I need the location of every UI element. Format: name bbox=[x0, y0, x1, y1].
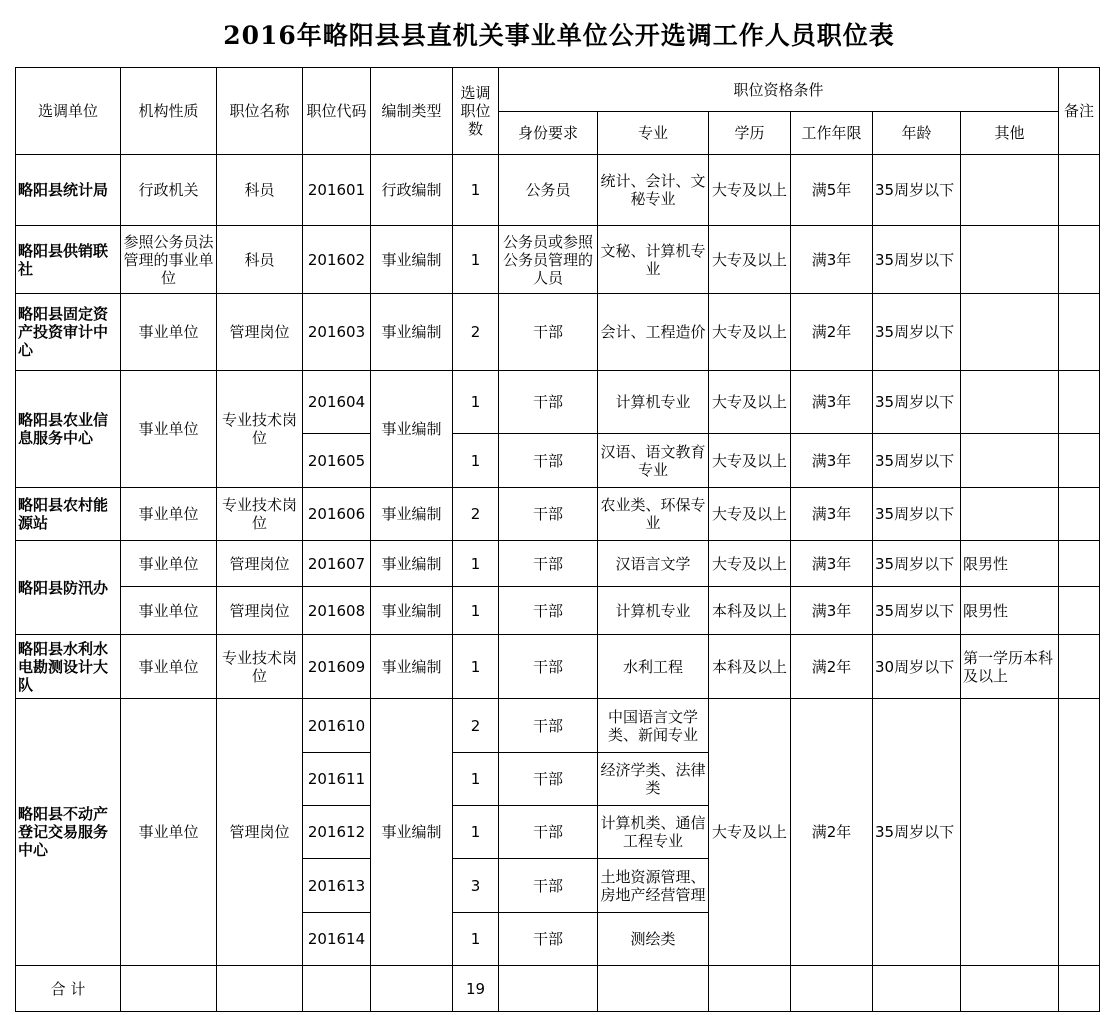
cell-major: 统计、会计、文秘专业 bbox=[598, 155, 709, 226]
cell-code: 201605 bbox=[303, 434, 371, 488]
cell-nature: 事业单位 bbox=[121, 635, 217, 699]
cell-age: 35周岁以下 bbox=[873, 155, 961, 226]
header-major: 专业 bbox=[598, 112, 709, 155]
cell-other: 第一学历本科及以上 bbox=[961, 635, 1059, 699]
cell-other bbox=[961, 371, 1059, 434]
cell-education: 本科及以上 bbox=[709, 635, 791, 699]
cell-years: 满2年 bbox=[791, 699, 873, 966]
total-count: 19 bbox=[453, 966, 499, 1012]
cell-unit: 略阳县供销联社 bbox=[16, 226, 121, 294]
cell-unit: 略阳县水利水电勘测设计大队 bbox=[16, 635, 121, 699]
cell-major: 农业类、环保专业 bbox=[598, 488, 709, 541]
cell-other: 限男性 bbox=[961, 587, 1059, 635]
cell-code: 201613 bbox=[303, 859, 371, 913]
cell-code: 201612 bbox=[303, 806, 371, 859]
table-row bbox=[16, 371, 1100, 434]
cell-count: 1 bbox=[453, 587, 499, 635]
header-identity: 身份要求 bbox=[499, 112, 598, 155]
cell-remarks bbox=[1059, 635, 1100, 699]
cell-staffing: 事业编制 bbox=[371, 541, 453, 587]
cell-count: 2 bbox=[453, 699, 499, 753]
table-row bbox=[16, 226, 1100, 294]
cell-position: 管理岗位 bbox=[217, 699, 303, 966]
cell-code: 201603 bbox=[303, 294, 371, 371]
cell-position: 科员 bbox=[217, 226, 303, 294]
cell-years: 满3年 bbox=[791, 541, 873, 587]
cell-major: 计算机专业 bbox=[598, 371, 709, 434]
cell-identity: 干部 bbox=[499, 806, 598, 859]
cell-major: 土地资源管理、房地产经营管理 bbox=[598, 859, 709, 913]
cell-other bbox=[961, 155, 1059, 226]
cell-education: 大专及以上 bbox=[709, 541, 791, 587]
cell-nature: 事业单位 bbox=[121, 371, 217, 488]
cell-staffing: 事业编制 bbox=[371, 371, 453, 488]
cell-major: 文秘、计算机专业 bbox=[598, 226, 709, 294]
cell-count: 1 bbox=[453, 635, 499, 699]
cell-years: 满3年 bbox=[791, 434, 873, 488]
cell-staffing: 行政编制 bbox=[371, 155, 453, 226]
cell-position: 科员 bbox=[217, 155, 303, 226]
cell-count: 3 bbox=[453, 859, 499, 913]
cell-unit: 略阳县不动产登记交易服务中心 bbox=[16, 699, 121, 966]
cell-age: 35周岁以下 bbox=[873, 587, 961, 635]
cell-years: 满3年 bbox=[791, 488, 873, 541]
cell-years: 满3年 bbox=[791, 226, 873, 294]
cell-other bbox=[961, 488, 1059, 541]
cell-code: 201604 bbox=[303, 371, 371, 434]
cell-remarks bbox=[1059, 294, 1100, 371]
cell-code: 201609 bbox=[303, 635, 371, 699]
cell-staffing: 事业编制 bbox=[371, 294, 453, 371]
cell-count: 2 bbox=[453, 488, 499, 541]
cell-identity: 干部 bbox=[499, 913, 598, 966]
cell-staffing: 事业编制 bbox=[371, 635, 453, 699]
header-staffing: 编制类型 bbox=[371, 68, 453, 155]
cell-nature: 事业单位 bbox=[121, 294, 217, 371]
cell-unit: 略阳县农村能源站 bbox=[16, 488, 121, 541]
cell-major: 经济学类、法律类 bbox=[598, 753, 709, 806]
header-qualifications: 职位资格条件 bbox=[499, 68, 1059, 112]
cell-identity: 干部 bbox=[499, 859, 598, 913]
cell-nature: 事业单位 bbox=[121, 587, 217, 635]
cell-remarks bbox=[1059, 488, 1100, 541]
header-years: 工作年限 bbox=[791, 112, 873, 155]
cell-remarks bbox=[1059, 541, 1100, 587]
cell-years: 满3年 bbox=[791, 587, 873, 635]
table-row bbox=[16, 541, 1100, 587]
total-row bbox=[16, 966, 1100, 1012]
cell-remarks bbox=[1059, 699, 1100, 966]
cell-education: 本科及以上 bbox=[709, 587, 791, 635]
cell-age: 35周岁以下 bbox=[873, 226, 961, 294]
cell-age: 35周岁以下 bbox=[873, 434, 961, 488]
cell-staffing: 事业编制 bbox=[371, 226, 453, 294]
header-unit: 选调单位 bbox=[16, 68, 121, 155]
total-label: 合 计 bbox=[16, 966, 121, 1012]
cell-other: 限男性 bbox=[961, 541, 1059, 587]
cell-other bbox=[961, 294, 1059, 371]
cell-position: 专业技术岗位 bbox=[217, 371, 303, 488]
cell-identity: 干部 bbox=[499, 635, 598, 699]
cell-nature: 参照公务员法管理的事业单位 bbox=[121, 226, 217, 294]
header-age: 年龄 bbox=[873, 112, 961, 155]
page-title: 2016年略阳县县直机关事业单位公开选调工作人员职位表 bbox=[223, 21, 895, 50]
header-other: 其他 bbox=[961, 112, 1059, 155]
cell-code: 201602 bbox=[303, 226, 371, 294]
header-position: 职位名称 bbox=[217, 68, 303, 155]
cell-major: 计算机专业 bbox=[598, 587, 709, 635]
header-count: 选调职位数 bbox=[453, 68, 499, 155]
cell-age: 35周岁以下 bbox=[873, 488, 961, 541]
cell-years: 满2年 bbox=[791, 294, 873, 371]
cell-identity: 干部 bbox=[499, 488, 598, 541]
cell-count: 1 bbox=[453, 541, 499, 587]
cell-code: 201601 bbox=[303, 155, 371, 226]
cell-age: 30周岁以下 bbox=[873, 635, 961, 699]
cell-major: 水利工程 bbox=[598, 635, 709, 699]
cell-code: 201610 bbox=[303, 699, 371, 753]
table-row bbox=[16, 294, 1100, 371]
cell-identity: 公务员 bbox=[499, 155, 598, 226]
table-row bbox=[16, 155, 1100, 226]
cell-identity: 干部 bbox=[499, 699, 598, 753]
cell-identity: 干部 bbox=[499, 753, 598, 806]
header-education: 学历 bbox=[709, 112, 791, 155]
cell-major: 中国语言文学类、新闻专业 bbox=[598, 699, 709, 753]
cell-remarks bbox=[1059, 371, 1100, 434]
cell-age: 35周岁以下 bbox=[873, 294, 961, 371]
cell-position: 管理岗位 bbox=[217, 541, 303, 587]
cell-other bbox=[961, 699, 1059, 966]
cell-remarks bbox=[1059, 226, 1100, 294]
cell-code: 201606 bbox=[303, 488, 371, 541]
cell-code: 201608 bbox=[303, 587, 371, 635]
cell-code: 201611 bbox=[303, 753, 371, 806]
cell-code: 201614 bbox=[303, 913, 371, 966]
cell-education: 大专及以上 bbox=[709, 434, 791, 488]
cell-count: 1 bbox=[453, 155, 499, 226]
cell-identity: 干部 bbox=[499, 434, 598, 488]
cell-years: 满3年 bbox=[791, 371, 873, 434]
cell-years: 满2年 bbox=[791, 635, 873, 699]
cell-nature: 行政机关 bbox=[121, 155, 217, 226]
cell-remarks bbox=[1059, 155, 1100, 226]
cell-identity: 干部 bbox=[499, 294, 598, 371]
cell-major: 测绘类 bbox=[598, 913, 709, 966]
cell-code: 201607 bbox=[303, 541, 371, 587]
table-row bbox=[16, 488, 1100, 541]
cell-education: 大专及以上 bbox=[709, 699, 791, 966]
cell-position: 专业技术岗位 bbox=[217, 488, 303, 541]
cell-count: 2 bbox=[453, 294, 499, 371]
cell-age: 35周岁以下 bbox=[873, 541, 961, 587]
cell-major: 会计、工程造价 bbox=[598, 294, 709, 371]
cell-identity: 干部 bbox=[499, 371, 598, 434]
cell-other bbox=[961, 226, 1059, 294]
cell-major: 计算机类、通信工程专业 bbox=[598, 806, 709, 859]
cell-count: 1 bbox=[453, 753, 499, 806]
cell-staffing: 事业编制 bbox=[371, 587, 453, 635]
cell-unit: 略阳县统计局 bbox=[16, 155, 121, 226]
cell-staffing: 事业编制 bbox=[371, 699, 453, 966]
cell-position: 管理岗位 bbox=[217, 587, 303, 635]
cell-count: 1 bbox=[453, 226, 499, 294]
cell-education: 大专及以上 bbox=[709, 155, 791, 226]
cell-education: 大专及以上 bbox=[709, 294, 791, 371]
cell-nature: 事业单位 bbox=[121, 699, 217, 966]
cell-major: 汉语、语文教育专业 bbox=[598, 434, 709, 488]
cell-count: 1 bbox=[453, 806, 499, 859]
header-remarks: 备注 bbox=[1059, 68, 1100, 155]
cell-years: 满5年 bbox=[791, 155, 873, 226]
table-row bbox=[16, 587, 1100, 635]
cell-remarks bbox=[1059, 434, 1100, 488]
table-row bbox=[16, 699, 1100, 753]
cell-identity: 干部 bbox=[499, 541, 598, 587]
cell-age: 35周岁以下 bbox=[873, 371, 961, 434]
header-code: 职位代码 bbox=[303, 68, 371, 155]
cell-count: 1 bbox=[453, 913, 499, 966]
cell-identity: 干部 bbox=[499, 587, 598, 635]
cell-count: 1 bbox=[453, 434, 499, 488]
cell-age: 35周岁以下 bbox=[873, 699, 961, 966]
cell-position: 管理岗位 bbox=[217, 294, 303, 371]
cell-nature: 事业单位 bbox=[121, 488, 217, 541]
positions-table bbox=[15, 67, 1100, 1012]
cell-unit: 略阳县防汛办 bbox=[16, 541, 121, 635]
cell-remarks bbox=[1059, 587, 1100, 635]
cell-education: 大专及以上 bbox=[709, 226, 791, 294]
cell-position: 专业技术岗位 bbox=[217, 635, 303, 699]
cell-staffing: 事业编制 bbox=[371, 488, 453, 541]
cell-nature: 事业单位 bbox=[121, 541, 217, 587]
cell-unit: 略阳县固定资产投资审计中心 bbox=[16, 294, 121, 371]
cell-major: 汉语言文学 bbox=[598, 541, 709, 587]
header-nature: 机构性质 bbox=[121, 68, 217, 155]
table-row bbox=[16, 635, 1100, 699]
cell-identity: 公务员或参照公务员管理的人员 bbox=[499, 226, 598, 294]
cell-education: 大专及以上 bbox=[709, 488, 791, 541]
cell-unit: 略阳县农业信息服务中心 bbox=[16, 371, 121, 488]
cell-count: 1 bbox=[453, 371, 499, 434]
cell-other bbox=[961, 434, 1059, 488]
cell-education: 大专及以上 bbox=[709, 371, 791, 434]
